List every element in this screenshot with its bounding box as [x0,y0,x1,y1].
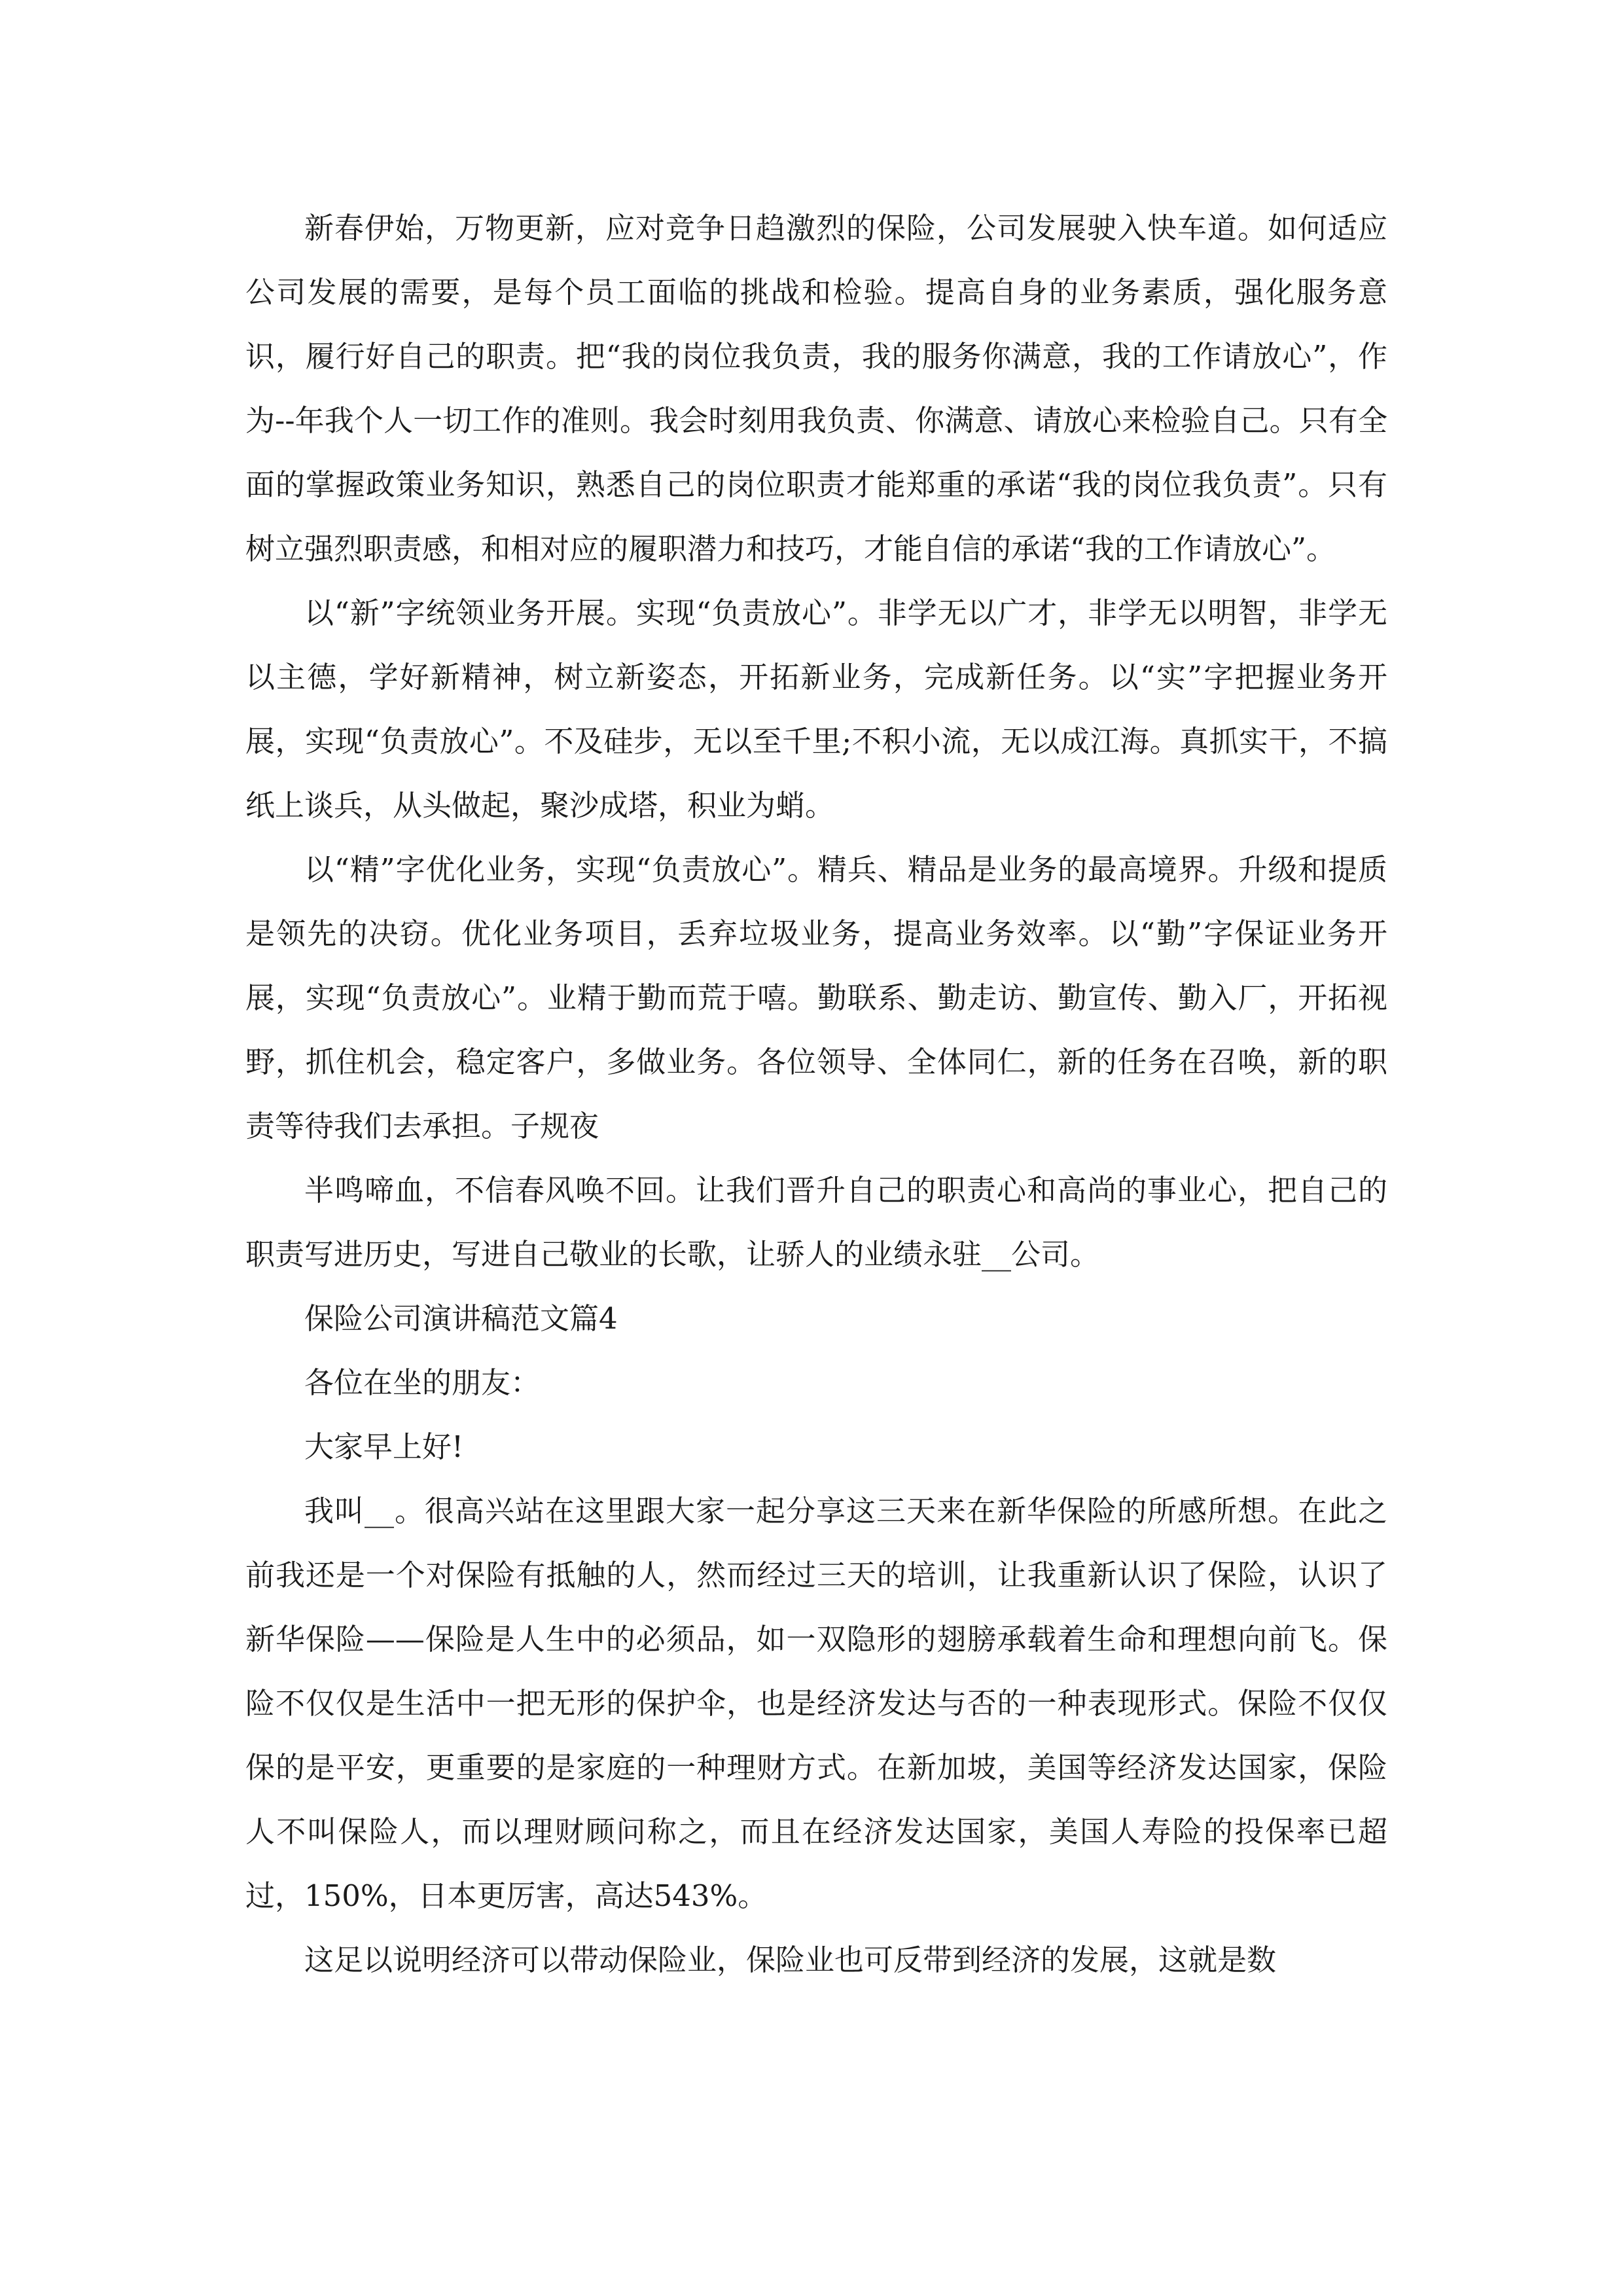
paragraph-economy: 这足以说明经济可以带动保险业，保险业也可反带到经济的发展，这就是数 [304,1943,1277,1977]
paragraph-closing: 半鸣啼血，不信春风唤不回。让我们晋升自己的职责心和高尚的事业心，把自己的职责写进历史，写进自己敬业的长歌，让骄人的业绩永驻__公司。 [245,1173,1387,1272]
document-body [245,196,1387,1992]
paragraph-intro: 新春伊始，万物更新，应对竞争日趋激烈的保险，公司发展驶入快车道。如何适应公司发展的需要，是每个员工面临的挑战和检验。提高自身的业务素质，强化服务意识，履行好自己的职责。把“我的岗位我负责，我的服务你满意，我的工作请放心”，作为--年我个人一切工作的准则。我会时刻用我负责、你满意、请放心来检验自己。只有全面的掌握政策业务知识，熟悉自己的岗位职责才能郑重的承诺“我的岗位我负责”。只有树立强烈职责感，和相对应的履职潜力和技巧，才能自信的承诺“我的工作请放心”。 [245,211,1387,566]
paragraph-refine-diligence: 以“精”字优化业务，实现“负责放心”。精兵、精品是业务的最高境界。升级和提质是领先的决窃。优化业务项目，丢弃垃圾业务，提高业务效率。以“勤”字保证业务开展，实现“负责放心”。业精于勤而荒于嘻。勤联系、勤走访、勤宣传、勤入厂，开拓视野，抓住机会，稳定客户，多做业务。各位领导、全体同仁，新的任务在召唤，新的职责等待我们去承担。子规夜 [245,852,1387,1143]
paragraph-new-practice: 以“新”字统领业务开展。实现“负责放心”。非学无以广才，非学无以明智，非学无以主德，学好新精神，树立新姿态，开拓新业务，完成新任务。以“实”字把握业务开展，实现“负责放心”。不及硅步，无以至千里;不积小流，无以成江海。真抓实干，不搞纸上谈兵，从头做起，聚沙成塔，积业为蛸。 [245,596,1387,823]
greeting: 大家早上好! [304,1429,464,1464]
paragraph-self-intro: 我叫__。很高兴站在这里跟大家一起分享这三天来在新华保险的所感所想。在此之前我还是一个对保险有抵触的人，然而经过三天的培训，让我重新认识了保险，认识了新华保险——保险是人生中的必须品，如一双隐形的翅膀承载着生命和理想向前飞。保险不仅仅是生活中一把无形的保护伞，也是经济发达与否的一种表现形式。保险不仅仅保的是平安，更重要的是家庭的一种理财方式。在新加坡，美国等经济发达国家，保险人不叫保险人，而以理财顾问称之，而且在经济发达国家，美国人寿险的投保率已超过，150%，日本更厉害，高达543%。 [245,1494,1387,1913]
section-heading: 保险公司演讲稿范文篇4 [304,1301,618,1336]
salutation: 各位在坐的朋友： [304,1365,541,1400]
